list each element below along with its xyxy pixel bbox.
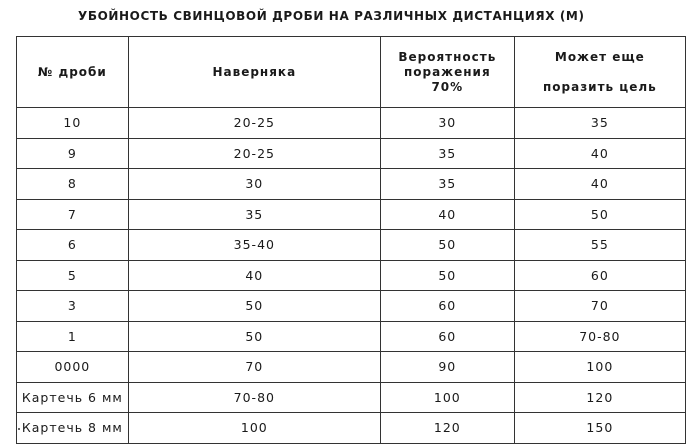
cell-shot: Картечь 6 мм: [17, 382, 129, 413]
cell-shot: 10: [17, 108, 129, 139]
cell-shot: 9: [17, 138, 129, 169]
cell-probability: 30: [380, 108, 514, 139]
cell-probability: 90: [380, 352, 514, 383]
cell-probability: 120: [380, 413, 514, 444]
cell-may-still-hit: 150: [514, 413, 685, 444]
cell-shot: 6: [17, 230, 129, 261]
cell-probability: 60: [380, 291, 514, 322]
cell-may-still-hit: 70: [514, 291, 685, 322]
cell-probability: 40: [380, 199, 514, 230]
cell-probability: 50: [380, 260, 514, 291]
cell-certain: 20-25: [128, 108, 380, 139]
cell-may-still-hit: 40: [514, 169, 685, 200]
cell-certain: 35: [128, 199, 380, 230]
cell-shot: 1: [17, 321, 129, 352]
table-row: [17, 413, 686, 444]
header-certain: Наверняка: [128, 37, 380, 108]
header-probability-line1: Вероятность: [398, 49, 497, 64]
cell-probability: 35: [380, 169, 514, 200]
cell-shot: 7: [17, 199, 129, 230]
cell-certain: 20-25: [128, 138, 380, 169]
cell-certain: 35-40: [128, 230, 380, 261]
cell-may-still-hit: 100: [514, 352, 685, 383]
header-probability-line2: поражения: [403, 64, 491, 79]
header-probability-line3: 70%: [431, 79, 464, 94]
cell-certain: 70-80: [128, 382, 380, 413]
cell-shot: 8: [17, 169, 129, 200]
table-title: УБОЙНОСТЬ СВИНЦОВОЙ ДРОБИ НА РАЗЛИЧНЫХ ДИСТАНЦИЯХ (М): [78, 9, 585, 23]
header-may-still-hit: [514, 37, 685, 108]
cell-may-still-hit: 55: [514, 230, 685, 261]
table-row: [17, 321, 686, 352]
cell-probability: 50: [380, 230, 514, 261]
table-row: [17, 382, 686, 413]
table-row: [17, 199, 686, 230]
cell-certain: 100: [128, 413, 380, 444]
header-may-still-line1: Может еще: [554, 49, 645, 64]
table-row: [17, 352, 686, 383]
cell-shot: Картечь 8 мм: [17, 413, 129, 444]
header-probability: [380, 37, 514, 108]
cell-probability: 35: [380, 138, 514, 169]
table-row: [17, 108, 686, 139]
cell-certain: 70: [128, 352, 380, 383]
lethality-table: [16, 36, 686, 444]
header-row: [17, 37, 686, 108]
cell-certain: 40: [128, 260, 380, 291]
header-shot-number: № дроби: [17, 37, 129, 108]
cell-may-still-hit: 60: [514, 260, 685, 291]
table-row: [17, 138, 686, 169]
header-may-still-line2: поразить цель: [542, 79, 657, 94]
cell-may-still-hit: 35: [514, 108, 685, 139]
cell-certain: 50: [128, 291, 380, 322]
cell-shot: 5: [17, 260, 129, 291]
cell-shot: 3: [17, 291, 129, 322]
table-row: [17, 260, 686, 291]
stray-dot: [18, 428, 20, 430]
table-row: [17, 169, 686, 200]
cell-probability: 100: [380, 382, 514, 413]
cell-shot: 0000: [17, 352, 129, 383]
cell-may-still-hit: 50: [514, 199, 685, 230]
cell-may-still-hit: 40: [514, 138, 685, 169]
table-row: [17, 291, 686, 322]
cell-certain: 50: [128, 321, 380, 352]
cell-may-still-hit: 120: [514, 382, 685, 413]
cell-probability: 60: [380, 321, 514, 352]
cell-certain: 30: [128, 169, 380, 200]
table-row: [17, 230, 686, 261]
cell-may-still-hit: 70-80: [514, 321, 685, 352]
